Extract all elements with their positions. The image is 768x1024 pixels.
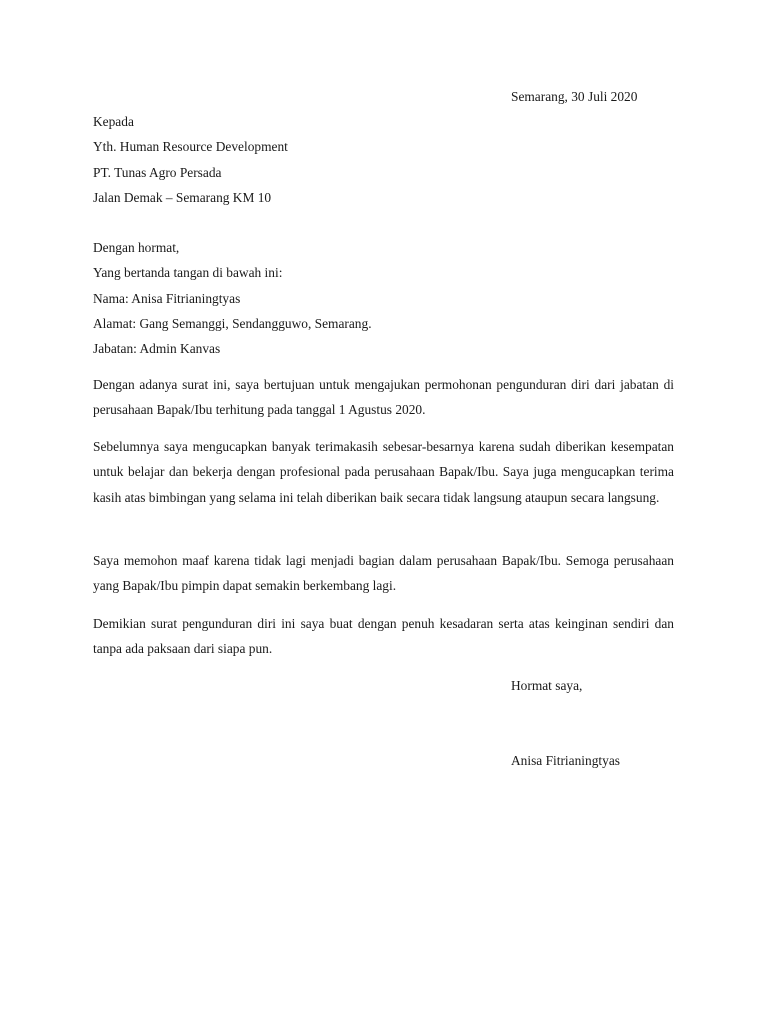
signer-name: Anisa Fitrianingtyas [511,753,620,768]
intro-line: Yang bertanda tangan di bawah ini: [93,265,283,281]
body-paragraph: Saya memohon maaf karena tidak lagi menjadi bagian dalam perusahaan Bapak/Ibu. Semoga perusahaan yang Bapak/Ibu pimpin dapat semakin berkembang lagi. [93,553,674,594]
recipient-line: Kepada [93,114,134,129]
body-paragraph: Dengan adanya surat ini, saya bertujuan untuk mengajukan permohonan pengunduran diri dari jabatan di perusahaan Bapak/Ibu terhitung pada tanggal 1 Agustus 2020. [93,377,674,418]
closing: Hormat saya, [511,678,583,693]
body-paragraph: Demikian surat pengunduran diri ini saya buat dengan penuh kesadaran serta atas keinginan sendiri dan tanpa ada paksaan dari siapa pun. [93,616,674,657]
position-field: Jabatan: Admin Kanvas [93,341,221,357]
address-field: Alamat: Gang Semanggi, Sendangguwo, Semarang. [93,315,372,331]
recipient-line: PT. Tunas Agro Persada [93,164,222,180]
recipient-block [93,113,288,214]
body-paragraph: Sebelumnya saya mengucapkan banyak terimakasih sebesar-besarnya karena sudah diberikan kesempatan untuk belajar dan bekerja dengan profesional pada perusahaan Bapak/Ibu. Saya juga mengucapkan terima kasih atas bimbingan yang selama ini telah diberikan baik secara tidak langsung ataupun secara langsung. [93,439,674,505]
greeting-block [93,239,372,365]
name-field: Nama: Anisa Fitrianingtyas [93,290,241,306]
recipient-line: Yth. Human Resource Development [93,139,288,155]
recipient-line: Jalan Demak – Semarang KM 10 [93,189,272,205]
salutation: Dengan hormat, [93,240,180,255]
letter-date: Semarang, 30 Juli 2020 [511,89,638,104]
